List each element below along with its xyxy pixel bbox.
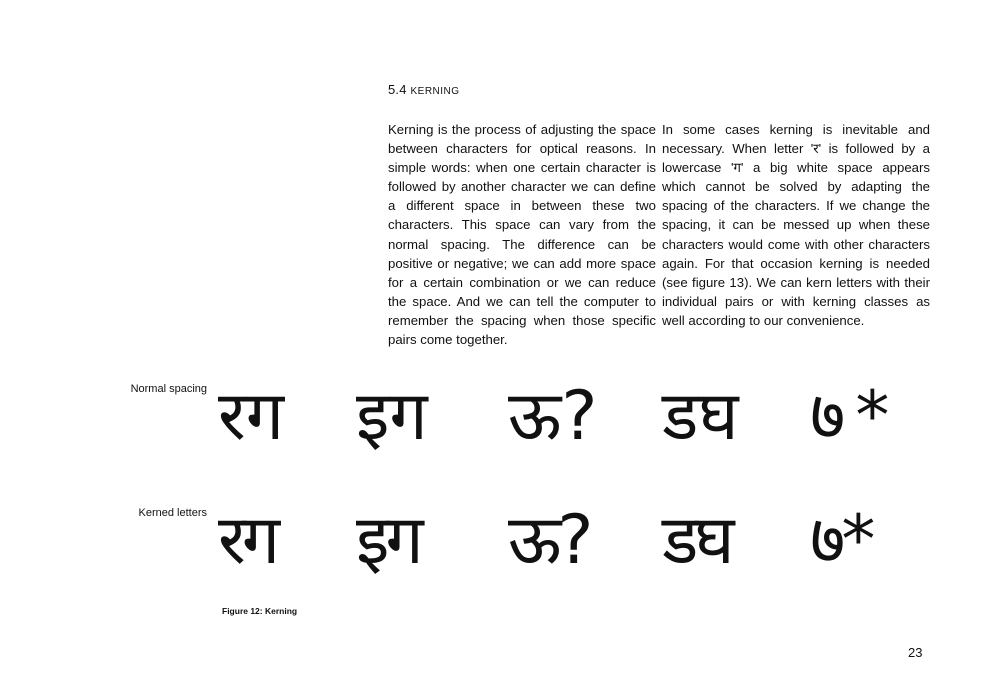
- body-right-column: In some cases kerning is inevitable and necessary. When letter 'र' is followed by a lowercase 'ग' a big white space appears which cannot be solved by adapting the spacing of the characters. If we change the spacing, it can be messed up when these characters would come with other characters again. For that occasion kerning is needed (see figure 13). We can kern letters with their individual pairs or with kerning classes as well according to our convenience.: [662, 122, 930, 328]
- kerned-letters-label: Kerned letters: [138, 507, 207, 519]
- section-heading: [388, 82, 460, 97]
- glyph-pair-da-gha-kerned: डघ: [662, 501, 731, 580]
- glyph-pair-ra-ga-normal: रग: [218, 377, 285, 456]
- glyph-pair-ra-ga-kerned: रग: [218, 501, 277, 580]
- glyph-pair-seven-asterisk-normal: ७*: [810, 377, 900, 456]
- glyph-pair-i-ga-normal: इग: [356, 377, 428, 456]
- page-number: 23: [908, 645, 923, 660]
- glyph-pair-i-ga-kerned: इग: [356, 501, 420, 580]
- figure-caption: Figure 12: Kerning: [222, 606, 298, 616]
- glyph-pair-uu-question-kerned: ऊ?: [508, 501, 590, 580]
- glyph-pair-da-gha-normal: डघ: [662, 377, 739, 456]
- glyph-pair-seven-asterisk-kerned: ७*: [810, 501, 872, 580]
- section-title: KERNING: [410, 86, 460, 97]
- normal-spacing-label: Normal spacing: [130, 383, 207, 395]
- glyph-pair-uu-question-normal: ऊ?: [508, 377, 598, 456]
- section-number: 5.4: [388, 82, 407, 97]
- body-left-column: Kerning is the process of adjusting the space between characters for optical reasons. In simple words: when one certain character is followed by another character we can define a different space in between these two characters. This space can vary from the normal spacing. The difference can be positive or negative; we can add more space for a certain combination or we can reduce the space. And we can tell the computer to remember the spacing when those specific pairs come together.: [388, 122, 656, 348]
